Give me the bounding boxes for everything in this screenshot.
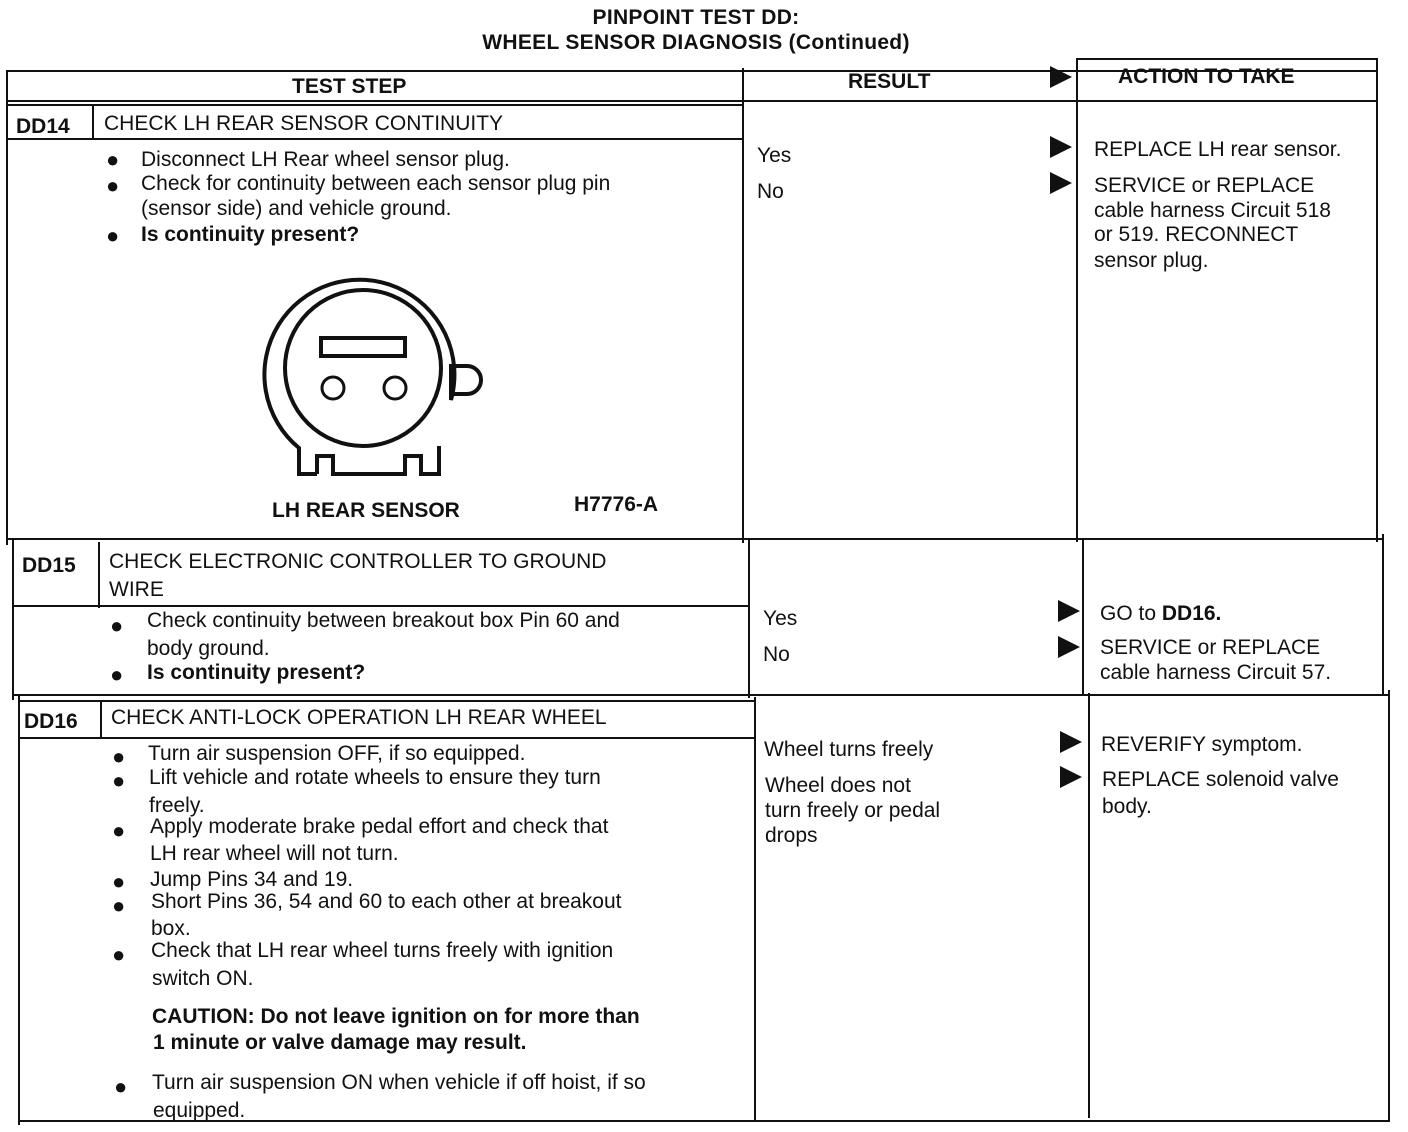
dd16-result-2-cont: turn freely or pedal: [765, 799, 941, 822]
page-subtitle: WHEEL SENSOR DIAGNOSIS (Continued): [482, 31, 910, 54]
dd16-result-2-cont2: drops: [765, 824, 818, 847]
sensor-pin-2: [384, 377, 406, 399]
dd15-title-cont: WIRE: [109, 578, 164, 601]
result-arrow-icon: [1050, 136, 1072, 158]
sensor-tabs-outline: [317, 446, 439, 474]
dd15-action-no-1: SERVICE or REPLACE: [1100, 636, 1321, 659]
dd15-step-1-cont: body ground.: [147, 637, 270, 660]
dd16-result-2: Wheel does not: [765, 774, 911, 797]
dd16-step-5: Short Pins 36, 54 and 60 to each other at breakout: [151, 890, 622, 913]
result-arrow-icon: [1058, 636, 1080, 658]
figure-label: LH REAR SENSOR: [272, 499, 460, 522]
dd15-action-yes: GO to DD16.: [1100, 602, 1222, 625]
dd15-title: CHECK ELECTRONIC CONTROLLER TO GROUND: [109, 550, 607, 573]
dd16-step-6: Check that LH rear wheel turns freely with ignition: [151, 939, 614, 962]
sensor-key-slot: [321, 338, 405, 356]
dd16-action-2: REPLACE solenoid valve: [1102, 768, 1339, 791]
dd14-title: CHECK LH REAR SENSOR CONTINUITY: [104, 112, 504, 135]
dd14-action-no-2: cable harness Circuit 518: [1094, 199, 1331, 222]
dd14-step-1: Disconnect LH Rear wheel sensor plug.: [141, 148, 510, 171]
dd16-step-7-cont: equipped.: [153, 1099, 246, 1122]
dd16-action-1: REVERIFY symptom.: [1101, 733, 1303, 756]
dd16-step-1: Turn air suspension OFF, if so equipped.: [148, 742, 526, 765]
dd16-title: CHECK ANTI-LOCK OPERATION LH REAR WHEEL: [111, 706, 607, 729]
dd16-result-1: Wheel turns freely: [764, 738, 934, 761]
dd14-result-yes: Yes: [757, 144, 792, 167]
bullet-icon: ●: [112, 942, 126, 967]
result-arrow-icon: [1060, 766, 1082, 788]
dd15-result-no: No: [763, 643, 790, 666]
sensor-pin-1: [322, 377, 344, 399]
dd14-action-no-3: or 519. RECONNECT: [1094, 223, 1299, 246]
bullet-icon: ●: [112, 744, 126, 769]
bullet-icon: ●: [112, 869, 126, 894]
header-arrow-icon: [1050, 66, 1072, 88]
dd14-action-yes: REPLACE LH rear sensor.: [1094, 138, 1342, 161]
dd14-step-2-cont: (sensor side) and vehicle ground.: [141, 197, 452, 220]
dd14-action-no-1: SERVICE or REPLACE: [1094, 174, 1315, 197]
dd16-step-2-cont: freely.: [149, 794, 205, 817]
bullet-icon: ●: [110, 613, 124, 638]
figure-code: H7776-A: [574, 493, 659, 516]
dd16-step-3: Apply moderate brake pedal effort and check that: [150, 815, 609, 838]
bullet-icon: ●: [106, 223, 120, 248]
test-step-header: TEST STEP: [292, 75, 407, 98]
dd14-action-no-4: sensor plug.: [1094, 249, 1209, 272]
result-arrow-icon: [1050, 172, 1072, 194]
bullet-icon: ●: [112, 893, 126, 918]
dd16-step-2: Lift vehicle and rotate wheels to ensure they turn: [149, 766, 601, 789]
dd16-id: DD16: [24, 710, 78, 733]
dd14-question: Is continuity present?: [141, 223, 360, 246]
bullet-icon: ●: [106, 147, 120, 172]
result-arrow-icon: [1060, 731, 1082, 753]
bullet-icon: ●: [114, 1074, 128, 1099]
dd15-id: DD15: [22, 554, 76, 577]
bullet-icon: ●: [112, 818, 126, 843]
bullet-icon: ●: [110, 662, 124, 687]
sensor-inner-ring: [285, 290, 441, 446]
dd15-action-link: DD16.: [1161, 602, 1222, 625]
result-arrow-icon: [1058, 600, 1080, 622]
dd14-result-no: No: [757, 180, 784, 203]
dd16-action-2-cont: body.: [1102, 795, 1152, 818]
bullet-icon: ●: [106, 173, 120, 198]
dd16-step-6-cont: switch ON.: [152, 967, 254, 990]
dd15-action-no-2: cable harness Circuit 57.: [1100, 661, 1332, 684]
dd16-step-3-cont: LH rear wheel will not turn.: [150, 842, 399, 865]
dd16-caution: CAUTION: Do not leave ignition on for more than: [152, 1005, 640, 1028]
dd16-caution-cont: 1 minute or valve damage may result.: [153, 1031, 527, 1054]
dd15-question: Is continuity present?: [147, 661, 366, 684]
dd14-step-2: Check for continuity between each sensor plug pin: [141, 172, 611, 195]
dd15-step-1: Check continuity between breakout box Pin 60 and: [147, 609, 620, 632]
lh-rear-sensor-figure: [255, 270, 485, 490]
dd16-step-5-cont: box.: [151, 917, 191, 940]
dd14-id: DD14: [16, 115, 70, 138]
result-header: RESULT: [848, 70, 931, 93]
page-title: PINPOINT TEST DD:: [592, 6, 800, 29]
dd15-result-yes: Yes: [763, 607, 798, 630]
action-header: ACTION TO TAKE: [1118, 65, 1295, 88]
dd16-step-7: Turn air suspension ON when vehicle if off hoist, if so: [152, 1071, 646, 1094]
dd16-step-4: Jump Pins 34 and 19.: [150, 868, 354, 891]
bullet-icon: ●: [112, 768, 126, 793]
